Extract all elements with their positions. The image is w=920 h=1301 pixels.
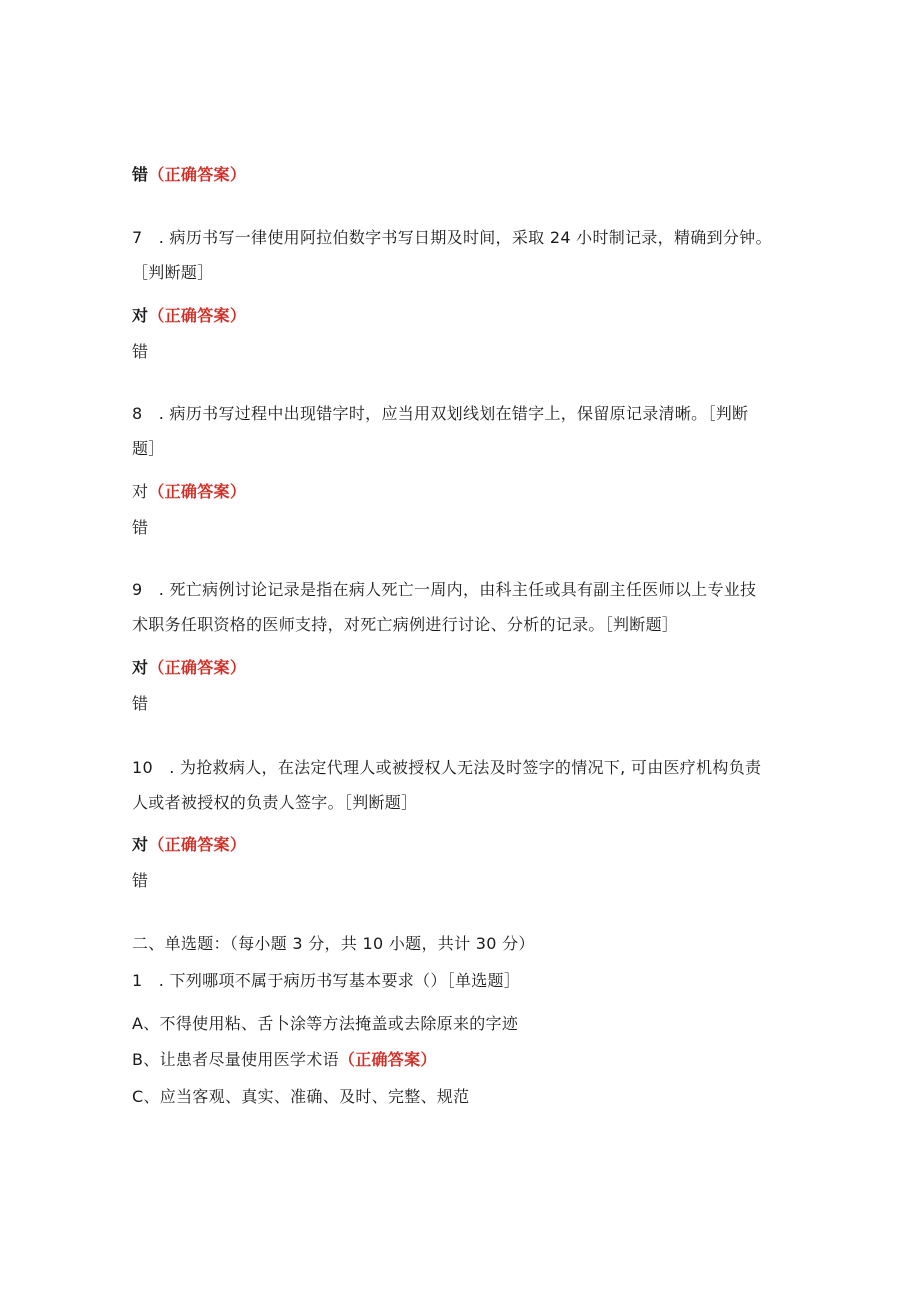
option-label: 对: [132, 482, 149, 501]
q8-option-wrong[interactable]: 错: [132, 518, 149, 537]
correct-answer-marker: （正确答案）: [148, 658, 247, 677]
option-label: 对: [132, 658, 149, 677]
q10-stem-line2: 人或者被授权的负责人签字。［判断题］: [132, 793, 418, 812]
q7-option-wrong[interactable]: 错: [132, 342, 149, 361]
s1-option-c[interactable]: C、应当客观、真实、准确、及时、完整、规范: [132, 1087, 470, 1106]
correct-answer-marker: （正确答案）: [338, 1050, 437, 1069]
correct-answer-marker: （正确答案）: [148, 165, 247, 184]
s1-option-a[interactable]: A、不得使用粘、舌卜涂等方法掩盖或去除原来的字迹: [132, 1014, 519, 1033]
q8-option-right[interactable]: [132, 481, 246, 503]
correct-answer-marker: （正确答案）: [148, 482, 247, 501]
q8-stem-line2: 题］: [132, 439, 165, 458]
q7-stem-line1: 7 . 病历书写一律使用阿拉伯数字书写日期及时间，采取 24 小时制记录，精确到分钟。: [132, 228, 772, 247]
correct-answer-marker: （正确答案）: [148, 835, 247, 854]
q9-option-wrong[interactable]: 错: [132, 694, 149, 713]
prev-option-wrong[interactable]: [132, 164, 246, 186]
q9-stem-line1: 9 . 死亡病例讨论记录是指在病人死亡一周内，由科主任或具有副主任医师以上专业技: [132, 580, 757, 599]
option-label: 错: [132, 165, 149, 184]
section-heading: 二、单选题：（每小题 3 分，共 10 小题，共计 30 分）: [132, 934, 535, 953]
option-label: 对: [132, 306, 149, 325]
s1-stem: 1 . 下列哪项不属于病历书写基本要求（）［单选题］: [132, 971, 521, 990]
q8-stem-line1: 8 . 病历书写过程中出现错字时，应当用双划线划在错字上，保留原记录清晰。［判断: [132, 404, 749, 423]
correct-answer-marker: （正确答案）: [148, 306, 247, 325]
q9-stem-line2: 术职务任职资格的医师支持，对死亡病例进行讨论、分析的记录。［判断题］: [132, 615, 679, 634]
q7-option-right[interactable]: [132, 305, 246, 327]
s1-option-b[interactable]: [132, 1049, 437, 1071]
q10-stem-line1: 10 . 为抢救病人，在法定代理人或被授权人无法及时签字的情况下, 可由医疗机构负责: [132, 758, 762, 777]
q7-stem-line2: ［判断题］: [132, 263, 214, 282]
option-label: 对: [132, 835, 149, 854]
q9-option-right[interactable]: [132, 657, 246, 679]
q10-option-right[interactable]: [132, 834, 246, 856]
q10-option-wrong[interactable]: 错: [132, 871, 149, 890]
option-label: B、让患者尽量使用医学术语: [132, 1050, 339, 1069]
